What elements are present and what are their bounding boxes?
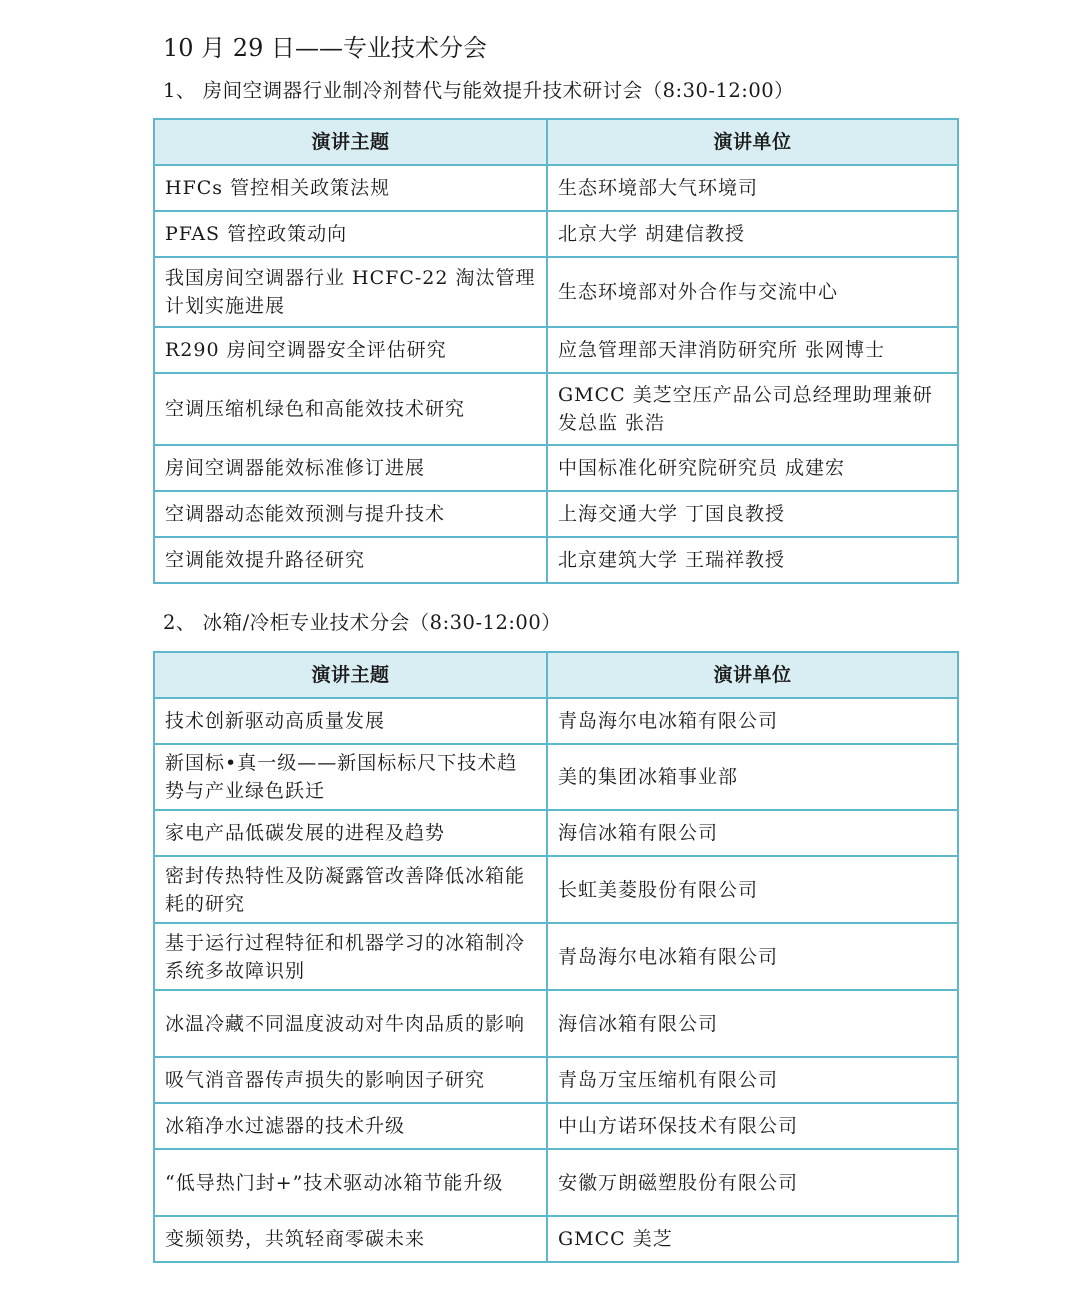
topic-cell: 空调器动态能效预测与提升技术 — [154, 491, 547, 537]
page-heading: 10 月 29 日——专业技术分会 — [163, 34, 487, 62]
org-cell: 北京建筑大学 王瑞祥教授 — [547, 537, 958, 583]
topic-cell: 变频领势，共筑轻商零碳未来 — [154, 1216, 547, 1262]
header-org: 演讲单位 — [547, 119, 958, 165]
section-2-title: 2、 冰箱/冷柜专业技术分会（8:30-12:00） — [163, 611, 562, 634]
section-1-title: 1、 房间空调器行业制冷剂替代与能效提升技术研讨会（8:30-12:00） — [163, 79, 795, 102]
topic-cell: 密封传热特性及防凝露管改善降低冰箱能耗的研究 — [154, 856, 547, 923]
topic-cell: 吸气消音器传声损失的影响因子研究 — [154, 1057, 547, 1103]
org-cell: 北京大学 胡建信教授 — [547, 211, 958, 257]
table-row — [154, 990, 958, 1057]
topic-cell: 冰箱净水过滤器的技术升级 — [154, 1103, 547, 1149]
topic-cell: 空调压缩机绿色和高能效技术研究 — [154, 373, 547, 445]
org-cell: 中国标准化研究院研究员 成建宏 — [547, 445, 958, 491]
table-row — [154, 1103, 958, 1149]
table-row — [154, 257, 958, 327]
topic-cell: HFCs 管控相关政策法规 — [154, 165, 547, 211]
org-cell: 长虹美菱股份有限公司 — [547, 856, 958, 923]
topic-cell: 房间空调器能效标准修订进展 — [154, 445, 547, 491]
section-2-table — [153, 651, 959, 1263]
org-cell: 青岛海尔电冰箱有限公司 — [547, 923, 958, 990]
org-cell: 青岛万宝压缩机有限公司 — [547, 1057, 958, 1103]
org-cell: GMCC 美芝 — [547, 1216, 958, 1262]
topic-cell: 我国房间空调器行业 HCFC-22 淘汰管理计划实施进展 — [154, 257, 547, 327]
table-row — [154, 856, 958, 923]
org-cell: 海信冰箱有限公司 — [547, 990, 958, 1057]
table-row — [154, 445, 958, 491]
table-row — [154, 1149, 958, 1216]
header-org: 演讲单位 — [547, 652, 958, 698]
header-topic: 演讲主题 — [154, 652, 547, 698]
org-cell: 美的集团冰箱事业部 — [547, 744, 958, 810]
section-1-table — [153, 118, 959, 584]
table-row — [154, 327, 958, 373]
topic-cell: PFAS 管控政策动向 — [154, 211, 547, 257]
topic-cell: “低导热门封+”技术驱动冰箱节能升级 — [154, 1149, 547, 1216]
topic-cell: 冰温冷藏不同温度波动对牛肉品质的影响 — [154, 990, 547, 1057]
table-header-row — [154, 652, 958, 698]
org-cell: 安徽万朗磁塑股份有限公司 — [547, 1149, 958, 1216]
topic-cell: R290 房间空调器安全评估研究 — [154, 327, 547, 373]
table-row — [154, 744, 958, 810]
org-cell: 应急管理部天津消防研究所 张网博士 — [547, 327, 958, 373]
org-cell: 海信冰箱有限公司 — [547, 810, 958, 856]
topic-cell: 新国标•真一级——新国标标尺下技术趋势与产业绿色跃迁 — [154, 744, 547, 810]
org-cell: 生态环境部大气环境司 — [547, 165, 958, 211]
table-row — [154, 698, 958, 744]
topic-cell: 家电产品低碳发展的进程及趋势 — [154, 810, 547, 856]
header-topic: 演讲主题 — [154, 119, 547, 165]
table-row — [154, 1216, 958, 1262]
table-row — [154, 211, 958, 257]
table-row — [154, 373, 958, 445]
org-cell: 中山方诺环保技术有限公司 — [547, 1103, 958, 1149]
table-row — [154, 923, 958, 990]
org-cell: 上海交通大学 丁国良教授 — [547, 491, 958, 537]
table-row — [154, 165, 958, 211]
org-cell: 青岛海尔电冰箱有限公司 — [547, 698, 958, 744]
topic-cell: 技术创新驱动高质量发展 — [154, 698, 547, 744]
org-cell: GMCC 美芝空压产品公司总经理助理兼研发总监 张浩 — [547, 373, 958, 445]
table-row — [154, 491, 958, 537]
topic-cell: 基于运行过程特征和机器学习的冰箱制冷系统多故障识别 — [154, 923, 547, 990]
table-header-row — [154, 119, 958, 165]
topic-cell: 空调能效提升路径研究 — [154, 537, 547, 583]
table-row — [154, 537, 958, 583]
org-cell: 生态环境部对外合作与交流中心 — [547, 257, 958, 327]
table-row — [154, 1057, 958, 1103]
table-row — [154, 810, 958, 856]
